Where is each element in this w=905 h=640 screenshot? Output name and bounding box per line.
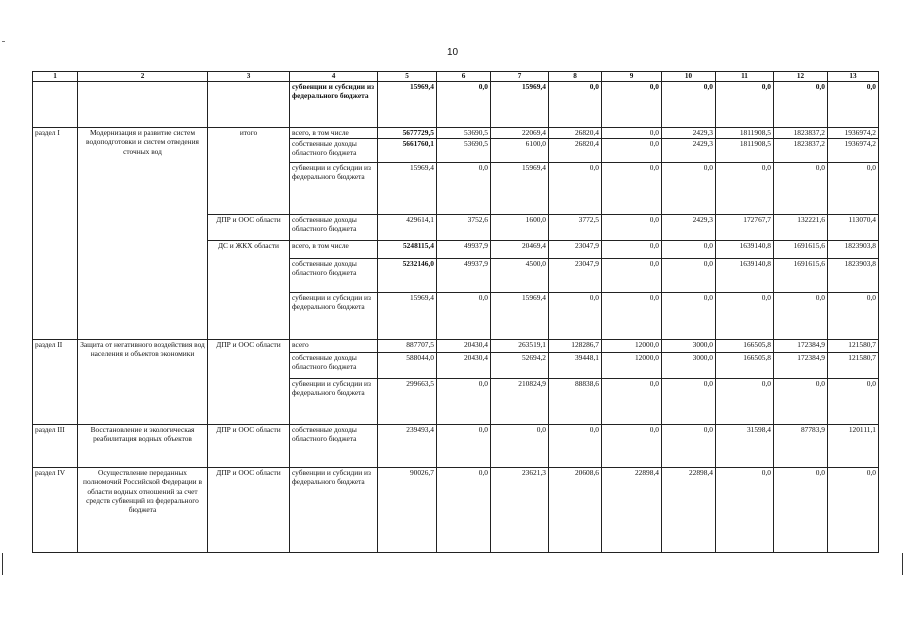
executor-cell: ДПР и ООС области [208, 340, 290, 425]
value-cell: 0,0 [602, 163, 662, 215]
value-cell: 1936974,2 [828, 128, 879, 139]
col-header: 9 [602, 72, 662, 82]
value-cell: 172767,7 [716, 215, 774, 241]
value-cell: 15969,4 [378, 293, 437, 340]
value-cell: 0,0 [716, 379, 774, 425]
funding-source-cell: субвенции и субсидии из федерального бюджета [290, 163, 378, 215]
value-cell: 53690,5 [437, 139, 491, 163]
value-cell: 0,0 [662, 163, 716, 215]
value-cell: 0,0 [774, 82, 828, 128]
value-cell: 0,0 [774, 468, 828, 553]
value-cell: 299663,5 [378, 379, 437, 425]
section-cell: раздел II [33, 340, 78, 425]
value-cell: 588044,0 [378, 353, 437, 379]
funding-source-cell: собственные доходы областного бюджета [290, 215, 378, 241]
value-cell: 31598,4 [716, 425, 774, 468]
value-cell: 1639140,8 [716, 259, 774, 293]
table-row [33, 468, 879, 553]
value-cell: 172384,9 [774, 353, 828, 379]
value-cell: 20430,4 [437, 353, 491, 379]
value-cell: 0,0 [549, 425, 602, 468]
value-cell: 0,0 [437, 293, 491, 340]
executor-cell: итого [208, 128, 290, 215]
value-cell: 3772,5 [549, 215, 602, 241]
value-cell: 0,0 [828, 379, 879, 425]
funding-source-cell: собственные доходы областного бюджета [290, 425, 378, 468]
funding-source-cell: субвенции и субсидии из федерального бюджета [290, 293, 378, 340]
value-cell: 0,0 [602, 379, 662, 425]
funding-source-cell: собственные доходы областного бюджета [290, 259, 378, 293]
value-cell: 172384,9 [774, 340, 828, 353]
executor-cell: ДС и ЖКХ области [208, 241, 290, 340]
description-cell: Защита от негативного воздействия вод населения и объектов экономики [78, 340, 208, 425]
value-cell: 0,0 [716, 468, 774, 553]
executor-cell: ДПР и ООС области [208, 215, 290, 241]
scan-mark-right [902, 553, 903, 575]
value-cell: 3000,0 [662, 340, 716, 353]
value-cell: 0,0 [491, 425, 549, 468]
value-cell: 2429,3 [662, 128, 716, 139]
value-cell: 0,0 [437, 425, 491, 468]
value-cell: 39448,1 [549, 353, 602, 379]
value-cell: 2429,3 [662, 215, 716, 241]
value-cell: 12000,0 [602, 340, 662, 353]
value-cell: 22898,4 [602, 468, 662, 553]
value-cell: 0,0 [774, 293, 828, 340]
value-cell: 15969,4 [378, 163, 437, 215]
value-cell: 6100,0 [491, 139, 549, 163]
page-number: 10 [446, 47, 459, 58]
col-header: 5 [378, 72, 437, 82]
value-cell: 1823837,2 [774, 139, 828, 163]
funding-source-cell: всего, в том числе [290, 241, 378, 259]
value-cell: 263519,1 [491, 340, 549, 353]
value-cell: 15969,4 [378, 82, 437, 128]
value-cell: 5232146,0 [378, 259, 437, 293]
value-cell: 0,0 [602, 241, 662, 259]
value-cell: 121580,7 [828, 353, 879, 379]
value-cell: 0,0 [602, 425, 662, 468]
value-cell: 0,0 [437, 468, 491, 553]
value-cell: 1823903,8 [828, 241, 879, 259]
value-cell: 0,0 [602, 259, 662, 293]
value-cell: 5661760,1 [378, 139, 437, 163]
value-cell: 1639140,8 [716, 241, 774, 259]
col-header: 1 [33, 72, 78, 82]
value-cell: 26820,4 [549, 128, 602, 139]
funding-source-cell: собственные доходы областного бюджета [290, 139, 378, 163]
value-cell: 0,0 [549, 163, 602, 215]
col-header: 11 [716, 72, 774, 82]
value-cell: 0,0 [437, 82, 491, 128]
table-row [33, 340, 879, 353]
description-cell: Восстановление и экологическая реабилитация водных объектов [78, 425, 208, 468]
col-header: 7 [491, 72, 549, 82]
value-cell: 4500,0 [491, 259, 549, 293]
value-cell: 1691615,6 [774, 259, 828, 293]
value-cell: 0,0 [716, 82, 774, 128]
col-header: 13 [828, 72, 879, 82]
value-cell: 1936974,2 [828, 139, 879, 163]
value-cell: 0,0 [602, 215, 662, 241]
section-cell: раздел III [33, 425, 78, 468]
description-cell: Модернизация и развитие систем водоподготовки и систем отведения сточных вод [78, 128, 208, 340]
value-cell: 166505,8 [716, 353, 774, 379]
value-cell: 15969,4 [491, 293, 549, 340]
value-cell: 3000,0 [662, 353, 716, 379]
executor-cell: ДПР и ООС области [208, 425, 290, 468]
value-cell: 1600,0 [491, 215, 549, 241]
value-cell: 87783,9 [774, 425, 828, 468]
value-cell: 15969,4 [491, 82, 549, 128]
scan-mark-left [2, 553, 3, 575]
value-cell: 90026,7 [378, 468, 437, 553]
value-cell: 15969,4 [491, 163, 549, 215]
value-cell: 23047,9 [549, 241, 602, 259]
value-cell: 0,0 [602, 293, 662, 340]
value-cell: 0,0 [549, 293, 602, 340]
value-cell: 113070,4 [828, 215, 879, 241]
value-cell: 22898,4 [662, 468, 716, 553]
scan-mark-top [2, 41, 5, 42]
funding-source-cell: всего, в том числе [290, 128, 378, 139]
value-cell: 22069,4 [491, 128, 549, 139]
value-cell: 49937,9 [437, 241, 491, 259]
value-cell: 53690,5 [437, 128, 491, 139]
value-cell: 5677729,5 [378, 128, 437, 139]
value-cell: 120111,1 [828, 425, 879, 468]
value-cell: 0,0 [662, 82, 716, 128]
description-cell: Осуществление переданных полномочий Российской Федерации в области водных отношений за счет средств субвенций из федерального бюджета [78, 468, 208, 553]
value-cell: 26820,4 [549, 139, 602, 163]
value-cell: 23047,9 [549, 259, 602, 293]
description-cell [78, 82, 208, 128]
value-cell: 0,0 [662, 425, 716, 468]
value-cell: 0,0 [437, 379, 491, 425]
executor-cell: ДПР и ООС области [208, 468, 290, 553]
value-cell: 49937,9 [437, 259, 491, 293]
value-cell: 429614,1 [378, 215, 437, 241]
value-cell: 20430,4 [437, 340, 491, 353]
value-cell: 0,0 [602, 128, 662, 139]
col-header: 8 [549, 72, 602, 82]
value-cell: 128286,7 [549, 340, 602, 353]
col-header: 10 [662, 72, 716, 82]
col-header: 12 [774, 72, 828, 82]
value-cell: 1823903,8 [828, 259, 879, 293]
value-cell: 0,0 [602, 82, 662, 128]
col-header: 2 [78, 72, 208, 82]
value-cell: 52694,2 [491, 353, 549, 379]
funding-source-cell: субвенции и субсидии из федерального бюджета [290, 468, 378, 553]
funding-source-cell: субвенции и субсидии из федерального бюджета [290, 82, 378, 128]
value-cell: 0,0 [437, 163, 491, 215]
value-cell: 20608,6 [549, 468, 602, 553]
value-cell: 0,0 [828, 163, 879, 215]
value-cell: 0,0 [774, 163, 828, 215]
value-cell: 132221,6 [774, 215, 828, 241]
value-cell: 239493,4 [378, 425, 437, 468]
value-cell: 2429,3 [662, 139, 716, 163]
value-cell: 12000,0 [602, 353, 662, 379]
value-cell: 0,0 [602, 139, 662, 163]
table-row [33, 82, 879, 128]
column-number-row [33, 72, 879, 82]
value-cell: 210824,9 [491, 379, 549, 425]
value-cell: 1811908,5 [716, 139, 774, 163]
value-cell: 0,0 [828, 82, 879, 128]
value-cell: 0,0 [774, 379, 828, 425]
value-cell: 23621,3 [491, 468, 549, 553]
value-cell: 0,0 [716, 293, 774, 340]
col-header: 6 [437, 72, 491, 82]
value-cell: 3752,6 [437, 215, 491, 241]
value-cell: 0,0 [662, 293, 716, 340]
value-cell: 887707,5 [378, 340, 437, 353]
value-cell: 0,0 [716, 163, 774, 215]
value-cell: 1811908,5 [716, 128, 774, 139]
value-cell: 0,0 [549, 82, 602, 128]
value-cell: 20469,4 [491, 241, 549, 259]
value-cell: 166505,8 [716, 340, 774, 353]
table-row [33, 128, 879, 139]
funding-source-cell: субвенции и субсидии из федерального бюджета [290, 379, 378, 425]
value-cell: 5248115,4 [378, 241, 437, 259]
value-cell: 1823837,2 [774, 128, 828, 139]
section-cell [33, 82, 78, 128]
section-cell: раздел I [33, 128, 78, 340]
col-header: 3 [208, 72, 290, 82]
col-header: 4 [290, 72, 378, 82]
value-cell: 0,0 [828, 293, 879, 340]
value-cell: 88838,6 [549, 379, 602, 425]
value-cell: 0,0 [828, 468, 879, 553]
funding-source-cell: всего [290, 340, 378, 353]
value-cell: 0,0 [662, 379, 716, 425]
table-row [33, 425, 879, 468]
value-cell: 0,0 [662, 241, 716, 259]
value-cell: 0,0 [662, 259, 716, 293]
value-cell: 121580,7 [828, 340, 879, 353]
section-cell: раздел IV [33, 468, 78, 553]
value-cell: 1691615,6 [774, 241, 828, 259]
funding-source-cell: собственные доходы областного бюджета [290, 353, 378, 379]
budget-table [32, 71, 879, 553]
executor-cell [208, 82, 290, 128]
